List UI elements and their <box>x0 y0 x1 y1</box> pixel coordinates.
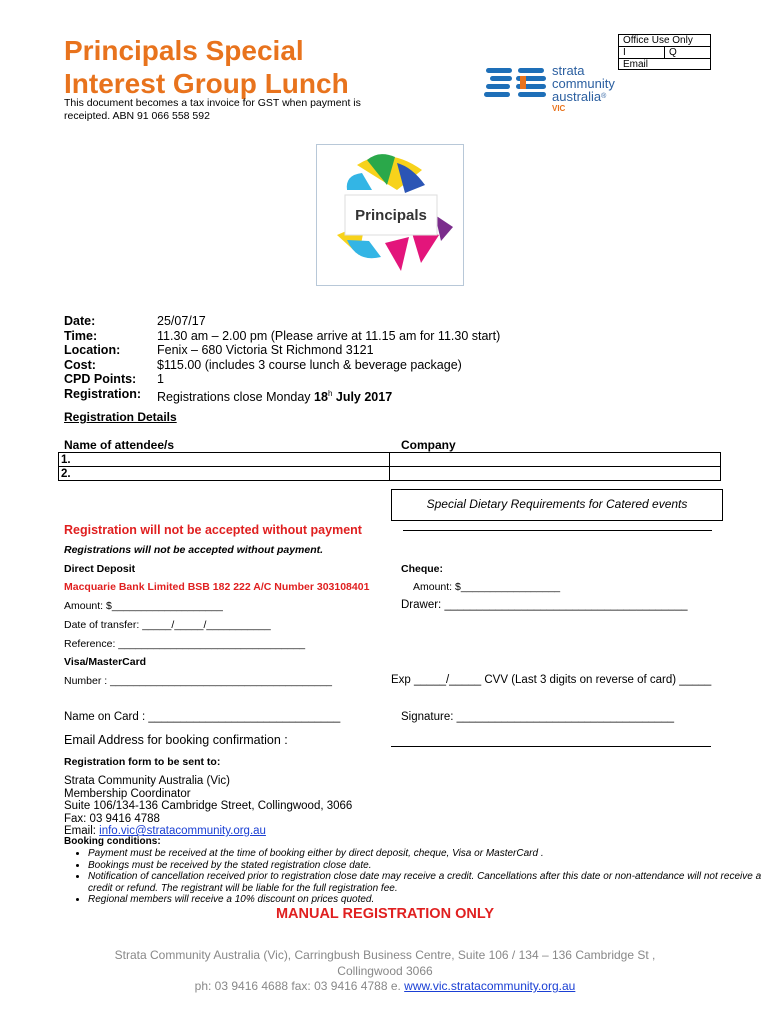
detail-time <box>64 329 500 344</box>
attendee-2-company[interactable] <box>390 467 721 481</box>
registration-close-day: 18 <box>314 390 328 405</box>
footer-line-2: Collingwood 3066 <box>337 963 433 978</box>
dietary-requirements-label: Special Dietary Requirements for Catered events <box>426 497 688 511</box>
send-to-line-1: Strata Community Australia (Vic) <box>64 775 230 787</box>
title-line-2: Interest Group Lunch <box>64 68 349 99</box>
office-use-q: Q <box>669 47 677 58</box>
registration-label: Registration: <box>64 386 142 401</box>
title-line-1: Principals Special <box>64 35 304 66</box>
send-to-address <box>64 775 352 838</box>
dietary-line[interactable] <box>403 530 712 531</box>
office-use-iq-row <box>619 47 710 59</box>
registration-close-sup: h <box>327 388 333 398</box>
attendee-1-name[interactable] <box>59 453 390 467</box>
sca-word-australia: australia <box>552 89 602 104</box>
email-link[interactable]: info.vic@stratacommunity.org.au <box>99 825 266 837</box>
registration-close-month: July 2017 <box>332 390 393 405</box>
office-use-title: Office Use Only <box>619 35 710 47</box>
manual-registration-notice: MANUAL REGISTRATION ONLY <box>275 906 495 922</box>
bank-details: Macquarie Bank Limited BSB 182 222 A/C Number 303108401 <box>64 581 370 593</box>
attendee-2-name[interactable] <box>59 467 390 481</box>
sca-logo <box>484 62 634 120</box>
cost-value: $115.00 (includes 3 course lunch & beverage package) <box>157 357 462 372</box>
send-to-line-2: Membership Coordinator <box>64 787 191 800</box>
detail-date <box>64 314 500 329</box>
reference-field[interactable]: Reference: ________________________________ <box>64 638 306 650</box>
cpd-value: 1 <box>157 372 164 387</box>
list-item: • Regional members will receive a 10% discount on prices quoted. <box>88 894 770 906</box>
deposit-amount-field[interactable]: Amount: $___________________ <box>64 600 223 612</box>
signature-field[interactable]: Signature: __________________________________ <box>401 711 675 723</box>
card-number-field[interactable]: Number : ______________________________________ <box>64 675 333 687</box>
payment-warning-italic: Registrations will not be accepted without payment. <box>64 544 324 556</box>
registration-value <box>157 387 392 405</box>
office-use-email: Email <box>623 59 649 70</box>
tax-invoice-note: This document becomes a tax invoice for GST when payment is receipted. ABN 91 066 558 592 <box>64 97 361 122</box>
footer-line-1: Strata Community Australia (Vic), Carringbush Business Centre, Suite 106 / 134 – 136 Cambridge St , <box>114 948 656 962</box>
page-footer <box>40 948 730 995</box>
email-label: Email: <box>64 825 100 837</box>
payment-warning-red: Registration will not be accepted without payment <box>64 523 362 537</box>
principals-logo-artwork-icon <box>317 145 463 285</box>
booking-conditions-list <box>42 848 770 906</box>
date-value: 25/07/17 <box>157 314 206 328</box>
card-exp-cvv-field[interactable]: Exp _____/_____ CVV (Last 3 digits on reverse of card) _____ <box>391 674 712 686</box>
email-confirmation-line[interactable] <box>391 746 711 747</box>
cpd-label: CPD Points: <box>64 372 137 387</box>
sca-vic-label: VIC <box>552 104 566 113</box>
drawer-field[interactable]: Drawer: ______________________________________ <box>401 599 688 611</box>
company-header: Company <box>401 438 456 452</box>
event-details <box>64 314 500 405</box>
page-title <box>64 34 349 100</box>
send-to-line-3: Suite 106/134-136 Cambridge Street, Collingwood, 3066 <box>64 800 353 812</box>
registration-details-heading: Registration Details <box>64 410 177 424</box>
location-label: Location: <box>64 343 121 358</box>
time-value: 11.30 am – 2.00 pm (Please arrive at 11.15 am for 11.30 start) <box>157 328 501 343</box>
booking-conditions-heading: Booking conditions: <box>64 836 161 847</box>
attendee-table <box>58 452 721 481</box>
list-item: • Payment must be received at the time of booking either by direct deposit, cheque, Visa or MasterCard . <box>88 848 770 860</box>
sca-logo-mark-icon <box>484 64 550 104</box>
time-label: Time: <box>64 328 98 343</box>
detail-cost <box>64 358 500 373</box>
principals-event-logo <box>316 144 464 286</box>
detail-cpd <box>64 372 500 387</box>
location-value: Fenix – 680 Victoria St Richmond 3121 <box>157 343 374 358</box>
table-row <box>59 467 721 481</box>
send-to-fax: Fax: 03 9416 4788 <box>64 812 160 825</box>
detail-location <box>64 343 500 358</box>
attendee-1-label: 1. <box>61 453 71 466</box>
name-on-card-field[interactable]: Name on Card : ______________________________ <box>64 711 341 723</box>
table-row <box>59 453 721 467</box>
direct-deposit-heading: Direct Deposit <box>64 563 136 575</box>
footer-line-3 <box>40 979 730 995</box>
registration-close-text: Registrations close Monday <box>157 390 315 405</box>
email-confirmation-label: Email Address for booking confirmation : <box>64 733 288 747</box>
sca-reg-mark: ® <box>601 93 607 100</box>
send-to-heading: Registration form to be sent to: <box>64 756 221 768</box>
attendee-1-company[interactable] <box>390 453 721 467</box>
footer-contact: ph: 03 9416 4688 fax: 03 9416 4788 e. <box>194 979 405 993</box>
principals-logo-text: Principals <box>355 207 427 224</box>
sca-word-strata: strata <box>552 63 585 78</box>
cheque-amount-field[interactable]: Amount: $_________________ <box>413 581 561 593</box>
visa-mastercard-heading: Visa/MasterCard <box>64 656 147 668</box>
footer-website-link[interactable]: www.vic.stratacommunity.org.au <box>404 979 576 993</box>
office-use-i: I <box>619 47 665 58</box>
attendee-name-header: Name of attendee/s <box>64 438 175 452</box>
detail-registration <box>64 387 500 405</box>
attendee-2-label: 2. <box>61 467 71 480</box>
sca-word-community: community <box>552 76 615 91</box>
dietary-requirements-box[interactable] <box>391 489 723 521</box>
list-item: • Notification of cancellation received prior to registration close date may receive a credit. Cancellations after this date or non-attendance will not receive a credit or refund. The registrant will be liable for the full registration fee. <box>88 871 770 894</box>
date-of-transfer-field[interactable]: Date of transfer: _____/_____/___________ <box>64 619 271 631</box>
sca-wordmark <box>552 64 615 103</box>
list-item: • Bookings must be received by the stated registration close date. <box>88 860 770 872</box>
cheque-heading: Cheque: <box>401 563 443 575</box>
date-label: Date: <box>64 314 96 328</box>
cost-label: Cost: <box>64 357 96 372</box>
